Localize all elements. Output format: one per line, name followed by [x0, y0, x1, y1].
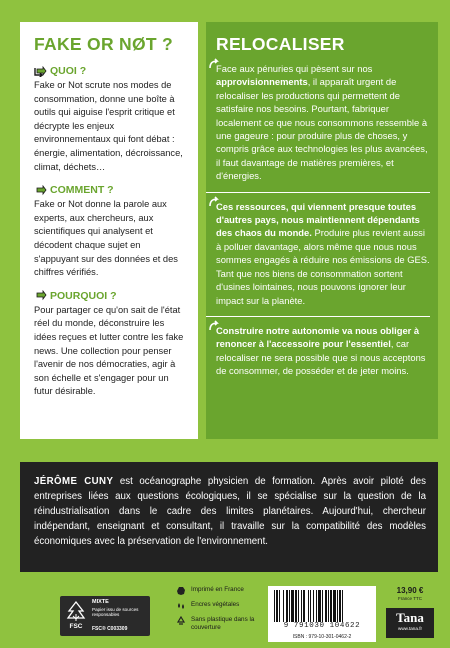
barcode-bar — [328, 590, 329, 622]
relocaliser-panel — [206, 22, 438, 439]
section-body: Fake or Not donne la parole aux experts, aux chercheurs, aux scientifiques qui analysent et décodent chaque sujet en s'appuyant sur des données et des chiffres vérifiés. — [34, 199, 178, 278]
barcode-bar — [283, 590, 284, 622]
isbn-barcode — [268, 586, 376, 642]
barcode-bar — [291, 590, 294, 622]
isbn-text: ISBN : 979-10-301-0462-2 — [292, 634, 352, 640]
barcode-bars — [274, 590, 370, 622]
price-note: France TTC — [398, 596, 422, 601]
barcode-bar — [342, 590, 343, 622]
section-heading: QUOI ? — [50, 65, 87, 77]
curved-arrow-icon — [208, 320, 220, 332]
barcode-bar — [286, 590, 288, 622]
barcode-bar — [316, 590, 317, 622]
arrow-right-icon — [34, 185, 47, 196]
fsc-logo-text: FSC — [69, 623, 83, 630]
barcode-bar — [274, 590, 275, 622]
barcode-bar — [295, 590, 297, 622]
section-body: Pour partager ce qu'on sait de l'état réel du monde, déconstruire les idées reçues et lutter contre les fake news. Une collection pour penser l'avenir de nos démocraties, agir à son échelle et s'engager pour un futur désirable. — [34, 304, 184, 397]
section-pourquoi — [34, 290, 186, 399]
barcode-bar — [301, 590, 302, 622]
barcode-bar — [289, 590, 290, 622]
barcode-bar — [318, 590, 321, 622]
fsc-label — [60, 596, 150, 636]
fsc-text: Papier issu de sources responsables — [92, 607, 139, 618]
section-body: Fake or Not scrute nos modes de consommation, donne une boîte à outils qui aiguise l'esprit critique et décrypte les enjeux environnementaux qui font débat : énergie, alimentation, décroissance, climat, déchets… — [34, 80, 183, 172]
section-heading: COMMENT ? — [50, 184, 114, 197]
book-title: RELOCALISER — [216, 34, 345, 54]
eco-item: Sans plastique dans la couverture — [176, 616, 276, 631]
fsc-code: FSC® C003309 — [92, 626, 128, 632]
barcode-bar — [279, 590, 280, 622]
curved-arrow-icon — [208, 58, 220, 70]
leaf-drops-icon — [176, 601, 186, 611]
author-bio-text: est océanographe physicien de formation. Après avoir piloté des entreprises liées aux questions écologiques, il se spécialise sur la question de la réindustrialisation dans le cadre des limites planétaires. Aujourd'hui, chercheur indépendant, enseignant et consultant, il travaille sur la compatibilité des modèles économiques avec la préservation de l'environnement. — [34, 476, 426, 547]
curved-arrow-icon — [208, 196, 220, 208]
author-bio — [20, 462, 438, 572]
arrow-right-icon — [34, 66, 47, 77]
eco-item: Imprimé en France — [176, 586, 276, 596]
divider — [206, 316, 430, 317]
section-heading: POURQUOI ? — [50, 289, 117, 302]
publisher-logo — [386, 608, 434, 638]
barcode-bar — [298, 590, 299, 622]
barcode-bar — [322, 590, 323, 622]
price: 13,90 € — [396, 586, 424, 595]
barcode-bar — [330, 590, 332, 622]
fsc-tree-logo — [64, 600, 88, 630]
barcode-bar — [333, 590, 336, 622]
publisher-name: Tana — [396, 610, 424, 625]
fake-or-not-panel — [20, 22, 198, 439]
france-map-icon — [176, 586, 186, 596]
section-comment — [34, 184, 186, 280]
barcode-bar — [325, 590, 327, 622]
barcode-digits: 9 791030 104622 — [283, 622, 361, 630]
paragraph-3: Construire notre autonomie va nous obliger à renoncer à l'accessoire pour l'essentiel, car relocaliser ne sera possible que si nous acceptons de consommer, de posséder et de jeter moins. — [206, 324, 438, 384]
fsc-mixte: MIXTE — [92, 599, 109, 605]
barcode-bar — [337, 590, 338, 622]
series-title: FAKE OR NØT ? — [34, 34, 174, 54]
divider — [206, 192, 430, 193]
eco-labels — [176, 586, 276, 636]
paragraph-2: Ces ressources, qui viennent presque toutes d'autres pays, nous maintiennent dépendants des chaos du monde. Produire plus revient aussi à polluer davantage, alors même que nous nous sommes engagés à réduire nos émissions de GES. Tant que nos biens de consommation sortent d'usines lointaines, nous pouvons ignorer leur impact sur la planète. — [206, 200, 438, 313]
barcode-bar — [303, 590, 305, 622]
price-block — [386, 586, 434, 601]
author-name: JÉRÔME CUNY — [34, 476, 114, 487]
barcode-bar — [313, 590, 314, 622]
section-quoi — [34, 65, 186, 174]
recycle-icon — [176, 616, 186, 626]
arrow-right-icon — [34, 290, 47, 301]
barcode-bar — [308, 590, 309, 622]
barcode-bar — [276, 590, 278, 622]
barcode-bar — [310, 590, 311, 622]
paragraph-1: Face aux pénuries qui pèsent sur nos approvisionnements, il apparaît urgent de relocaliser les productions qui permettent de satisfaire nos besoins. Pourtant, fabriquer localement ce que nous consommons ressemble à une gageure : pour produire plus de choses, y compris grâce aux technologies les plus avancées, il faut davantage de matières premières, et d'énergies. — [206, 62, 438, 189]
back-cover-footer — [0, 572, 450, 648]
publisher-url: www.tana.fr — [398, 626, 422, 631]
barcode-bar — [339, 590, 341, 622]
eco-item: Encres végétales — [176, 601, 276, 611]
